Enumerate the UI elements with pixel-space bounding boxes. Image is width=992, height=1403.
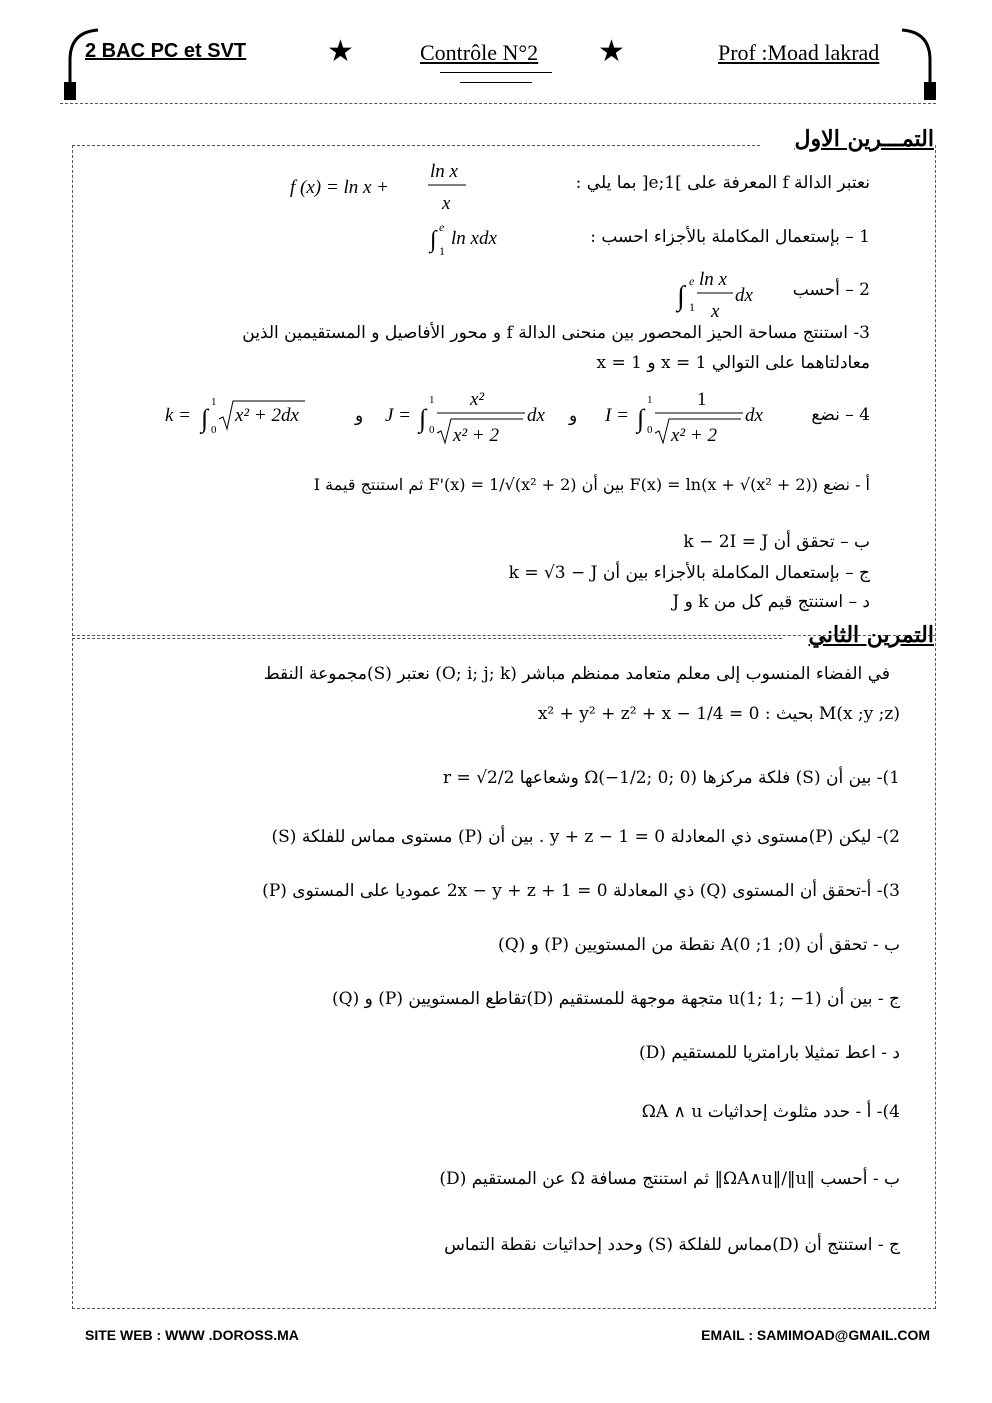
svg-text:x² + 2: x² + 2 (453, 425, 499, 446)
title-double-rule (440, 72, 552, 73)
exercise2-content (80, 650, 900, 1290)
svg-text:dx: dx (527, 405, 545, 426)
svg-text:ln x: ln x (430, 161, 458, 182)
ex1-line-8: ب – تحقق أن k − 2I = J (683, 532, 870, 552)
svg-text:∫: ∫ (201, 404, 209, 433)
svg-text:dx: dx (735, 285, 753, 306)
ex2-line-3: 1)- بين أن (S) فلكة مركزها Ω(−1/2; 0; 0) وشعاعها r = √2/2 (443, 768, 900, 788)
svg-text:1: 1 (211, 396, 217, 408)
ex1-line-1 (576, 173, 870, 193)
svg-text:1: 1 (689, 300, 695, 314)
integral-lnx (425, 219, 525, 259)
ex1-line-10: د – استنتج قيم كل من k و J (672, 592, 870, 612)
exercise2-top-rule (72, 638, 782, 639)
svg-text:1: 1 (439, 244, 445, 258)
svg-text:∫: ∫ (419, 404, 427, 433)
ex2-line-10: ب - أحسب ‖ΩA∧u‖/‖u‖ ثم استنتج مسافة Ω عن المستقيم (D) (439, 1169, 900, 1189)
ex1-line-6: 4 – نضع (811, 405, 870, 425)
svg-text:و: و (569, 406, 578, 426)
exercise2-title: التمرين الثاني (808, 622, 934, 648)
ex2-line-9: 4)- أ - حدد مثلوث إحداثيات ΩA ∧ u (641, 1102, 900, 1122)
svg-text:ln xdx: ln xdx (451, 228, 497, 249)
svg-text:x²: x² (470, 389, 485, 410)
ex1-line-7: أ - نضع F(x) = ln(x + √(x² + 2)) بين أن F'(x) = 1/√(x² + 2) ثم استنتج قيمة I (313, 475, 870, 494)
svg-text:x: x (711, 301, 720, 322)
svg-text:J =: J = (385, 405, 412, 426)
svg-text:0: 0 (211, 424, 217, 436)
exercise1-content (80, 155, 870, 625)
svg-text:f (x) = ln x +: f (x) = ln x + (290, 177, 389, 198)
formula-f (280, 155, 470, 215)
svg-text:x: x (442, 193, 451, 214)
svg-text:1: 1 (429, 394, 435, 406)
svg-text:x² + 2: x² + 2 (671, 425, 717, 446)
ex1-line-1-text: نعتبر الدالة f المعرفة على ]1;e[ بما يلي : (575, 173, 870, 193)
integral-lnx-over-x (675, 263, 775, 323)
svg-text:e: e (439, 220, 445, 234)
svg-text:dx: dx (745, 405, 763, 426)
star-icon: ★ (598, 34, 625, 69)
svg-text:ln x: ln x (699, 269, 727, 290)
ex1-line-5: معادلتاهما على التوالي x = 1 و x = 1 (596, 353, 870, 373)
class-label: 2 BAC PC et SVT (85, 40, 247, 62)
exercise1-top-rule (72, 145, 760, 146)
svg-text:e: e (689, 274, 695, 288)
header-divider (60, 103, 936, 104)
footer-website: SITE WEB : WWW .DOROSS.MA (85, 1327, 299, 1343)
ex1-line-2: 1 – بإستعمال المكاملة بالأجزاء احسب : (590, 227, 870, 247)
exercise1-title: التمـــرين الاول (794, 126, 934, 152)
teacher-name: Prof :Moad lakrad (718, 40, 880, 65)
exam-title: Contrôle N°2 (420, 40, 539, 65)
ex2-line-8: د - اعط تمثيلا بارامتريا للمستقيم (D) (639, 1043, 900, 1063)
svg-text:k =: k = (165, 405, 192, 426)
ex2-line-7: ج - بين أن u(1; 1; −1) متجهة موجهة للمستقيم (D)تقاطع المستويين (P) و (Q) (332, 989, 900, 1009)
integrals-I-J-k (165, 383, 795, 453)
ex2-line-2: M(x ;y ;z) بحيث : x² + y² + z² + x − 1/4 = 0 (537, 704, 900, 724)
svg-text:∫: ∫ (677, 281, 685, 312)
svg-text:1: 1 (697, 389, 707, 410)
svg-text:و: و (355, 406, 364, 426)
svg-text:1: 1 (647, 394, 653, 406)
svg-text:0: 0 (429, 424, 435, 436)
svg-text:∫: ∫ (430, 227, 437, 253)
ex2-line-1: في الفضاء المنسوب إلى معلم متعامد ممنظم مباشر (O; i; j; k) نعتبر (S)مجموعة النقط (263, 664, 890, 684)
ex2-line-11: ج - استنتج أن (D)مماس للفلكة (S) وحدد إحداثيات نقطة التماس (444, 1235, 900, 1255)
ex1-line-4: 3- استنتج مساحة الحيز المحصور بين منحنى الدالة f و محور الأفاصيل و المستقيمين الذين (242, 323, 870, 343)
svg-text:I =: I = (605, 405, 629, 426)
ex1-line-3: 2 – أحسب (792, 280, 870, 300)
ex2-line-5: 3)- أ-تحقق أن المستوى (Q) ذي المعادلة 2x − y + z + 1 = 0 عموديا على المستوى (P) (262, 881, 900, 901)
footer-email: EMAIL : SAMIMOAD@GMAIL.COM (701, 1327, 930, 1343)
ex1-line-9: ج – بإستعمال المكاملة بالأجزاء بين أن k = √3 − J (508, 563, 870, 583)
ex2-line-6: ب - تحقق أن A(0 ;1 ;0) نقطة من المستويين (P) و (Q) (498, 935, 900, 955)
svg-text:x² + 2dx: x² + 2dx (235, 405, 299, 426)
title-double-rule-2 (460, 82, 532, 83)
ex2-line-4: 2)- ليكن (P)مستوى ذي المعادلة y + z − 1 = 0 . بين أن (P) مستوى مماس للفلكة (S) (271, 827, 900, 847)
svg-text:0: 0 (647, 424, 653, 436)
svg-text:∫: ∫ (637, 404, 645, 433)
star-icon: ★ (327, 34, 354, 69)
